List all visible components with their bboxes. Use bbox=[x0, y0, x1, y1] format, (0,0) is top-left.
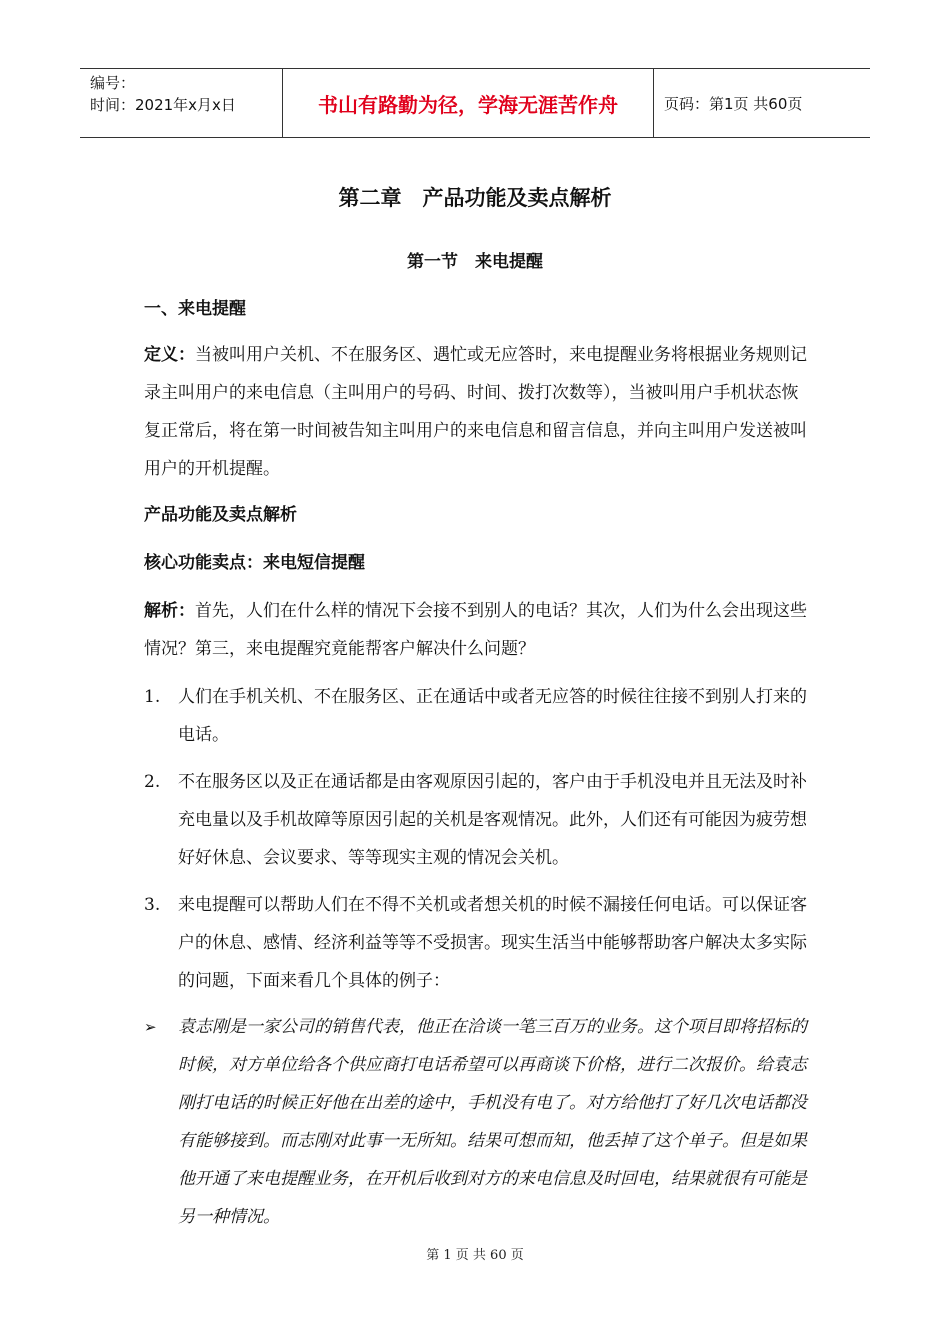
definition-label: 定义： bbox=[144, 345, 195, 365]
analysis-paragraph bbox=[144, 592, 808, 668]
list-item-text: 人们在手机关机、不在服务区、正在通话中或者无应答的时候往往接不到别人打来的电话。 bbox=[178, 687, 807, 745]
list-item-text: 不在服务区以及正在通话都是由客观原因引起的，客户由于手机没电并且无法及时补充电量以及手机故障等原因引起的关机是客观情况。此外，人们还有可能因为疲劳想好好休息、会议要求、等等现实主观的情况会关机。 bbox=[178, 772, 807, 868]
analysis-label: 解析： bbox=[144, 601, 195, 621]
heading-one: 一、来电提醒 bbox=[144, 299, 246, 319]
arrow-bullet-icon: ➢ bbox=[144, 1018, 157, 1036]
definition-text: 当被叫用户关机、不在服务区、遇忙或无应答时，来电提醒业务将根据业务规则记录主叫用户的来电信息（主叫用户的号码、时间、拨打次数等），当被叫用户手机状态恢复正常后，将在第一时间被告知主叫用户的来电信息和留言信息，并向主叫用户发送被叫用户的开机提醒。 bbox=[144, 345, 807, 479]
chapter-title: 第二章 产品功能及卖点解析 bbox=[338, 185, 612, 210]
analysis-text: 首先，人们在什么样的情况下会接不到别人的电话？其次，人们为什么会出现这些情况？第三，来电提醒究竟能帮客户解决什么问题？ bbox=[144, 601, 807, 659]
header-table bbox=[80, 68, 870, 138]
page-footer: 第 1 页 共 60 页 bbox=[426, 1248, 524, 1263]
header-meta-cell bbox=[80, 69, 282, 137]
section-title: 第一节 来电提醒 bbox=[407, 252, 543, 272]
example-text: 袁志刚是一家公司的销售代表，他正在洽谈一笔三百万的业务。这个项目即将招标的时候，对方单位给各个供应商打电话希望可以再商谈下价格，进行二次报价。给袁志刚打电话的时候正好他在出差的途中，手机没有电了。对方给他打了好几次电话都没有能够接到。而志刚对此事一无所知。结果可想而知，他丢掉了这个单子。但是如果他开通了来电提醒业务，在开机后收到对方的来电信息及时回电，结果就很有可能是另一种情况。 bbox=[178, 1017, 807, 1227]
list-item-text: 来电提醒可以帮助人们在不得不关机或者想关机的时候不漏接任何电话。可以保证客户的休息、感情、经济利益等等不受损害。现实生活当中能够帮助客户解决太多实际的问题，下面来看几个具体的例子： bbox=[178, 895, 807, 991]
heading-function: 产品功能及卖点解析 bbox=[144, 505, 297, 525]
list-item-number: 3. bbox=[144, 895, 161, 915]
list-item-number: 2. bbox=[144, 772, 161, 792]
header-page-info: 页码：第1页 共60页 bbox=[664, 94, 803, 113]
definition-paragraph bbox=[144, 336, 808, 488]
code-label: 编号： bbox=[90, 74, 136, 92]
heading-core: 核心功能卖点：来电短信提醒 bbox=[144, 553, 365, 573]
time-label: 时间：2021年x月x日 bbox=[90, 96, 236, 114]
list-item-number: 1. bbox=[144, 687, 161, 707]
header-motto: 书山有路勤为径，学海无涯苦作舟 bbox=[282, 69, 654, 137]
